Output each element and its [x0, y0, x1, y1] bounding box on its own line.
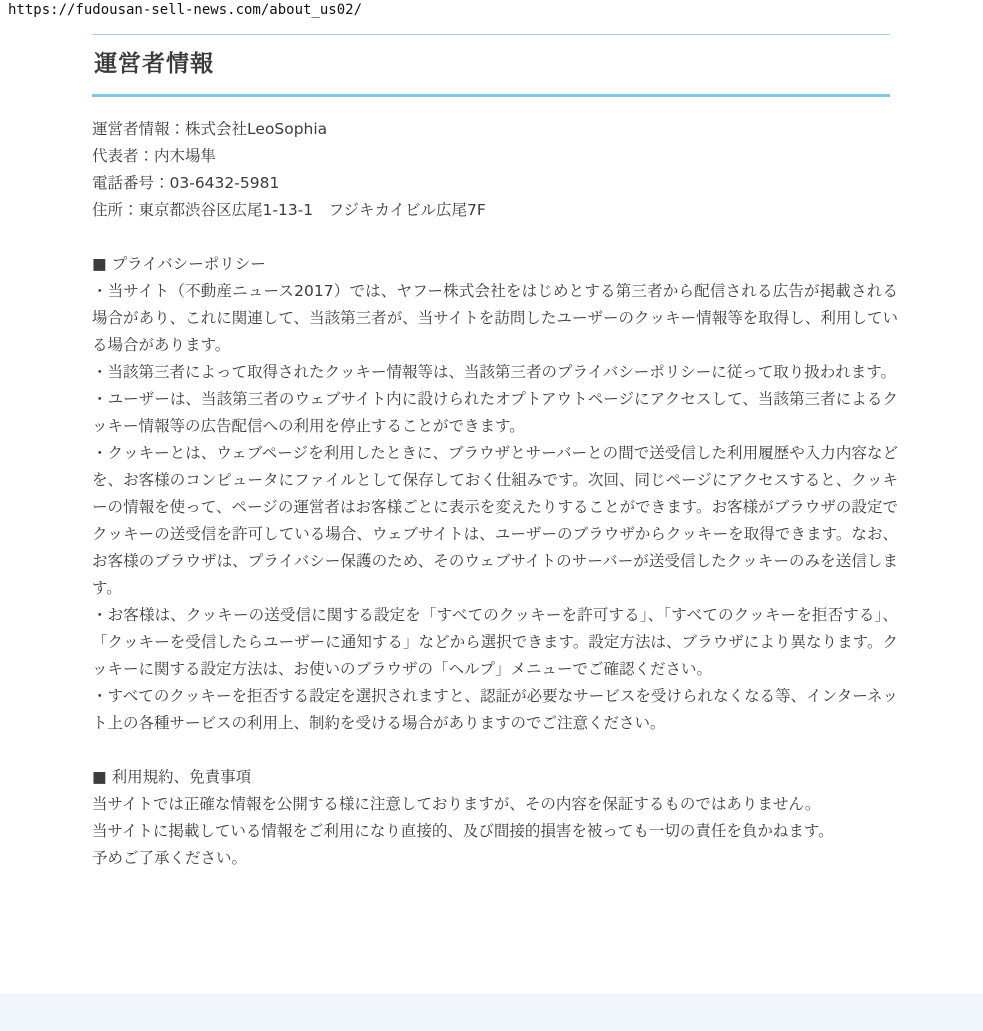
operator-info-line: 運営者情報：株式会社LeoSophia: [92, 119, 328, 138]
body-text: [92, 116, 898, 872]
main-content: [92, 34, 898, 872]
terms-line: 当サイトでは正確な情報を公開する様に注意しておりますが、その内容を保証するものではありません。: [92, 794, 821, 813]
operator-info-line: 代表者：内木場隼: [92, 146, 217, 165]
privacy-policy-item: ・当該第三者によって取得されたクッキー情報等は、当該第三者のプライバシーポリシーに従って取り扱われます。: [92, 362, 896, 381]
terms-line: 予めご了承ください。: [92, 848, 248, 867]
privacy-policy-item: ・ユーザーは、当該第三者のウェブサイト内に設けられたオプトアウトページにアクセスして、当該第三者によるクッキー情報等の広告配信への利用を停止することができます。: [92, 389, 898, 435]
privacy-policy-item: ・クッキーとは、ウェブページを利用したときに、ブラウザとサーバーとの間で送受信した利用履歴や入力内容などを、お客様のコンピュータにファイルとして保存しておく仕組みです。次回、同じページにアクセスすると、クッキーの情報を使って、ページの運営者はお客様ごとに表示を変えたりすることができます。お客様がブラウザの設定でクッキーの送受信を許可している場合、ウェブサイトは、ユーザーのブラウザからクッキーを取得できます。なお、お客様のブラウザは、プライバシー保護のため、そのウェブサイトのサーバーが送受信したクッキーのみを送信します。: [92, 443, 898, 597]
privacy-policy-item: ・当サイト（不動産ニュース2017）では、ヤフー株式会社をはじめとする第三者から配信される広告が掲載される場合があり、これに関連して、当該第三者が、当サイトを訪問したユーザーのクッキー情報等を取得し、利用している場合があります。: [92, 281, 898, 354]
footer-band: [0, 994, 983, 1031]
terms-section: [92, 764, 898, 872]
privacy-policy-heading: ■ プライバシーポリシー: [92, 254, 266, 273]
operator-info-line: 住所：東京都渋谷区広尾1-13-1 フジキカイビル広尾7F: [92, 200, 486, 219]
page-title: 運営者情報: [94, 51, 214, 77]
terms-line: 当サイトに掲載している情報をご利用になり直接的、及び間接的損害を被っても一切の責任を負かねます。: [92, 821, 834, 840]
privacy-policy-section: [92, 251, 898, 737]
page-title-block: [92, 34, 890, 97]
privacy-policy-item: ・すべてのクッキーを拒否する設定を選択されますと、認証が必要なサービスを受けられなくなる等、インターネット上の各種サービスの利用上、制約を受ける場合がありますのでご注意ください。: [92, 686, 898, 732]
privacy-policy-item: ・お客様は、クッキーの送受信に関する設定を「すべてのクッキーを許可する」、「すべてのクッキーを拒否する」、「クッキーを受信したらユーザーに通知する」などから選択できます。設定方法は、ブラウザにより異なります。クッキーに関する設定方法は、お使いのブラウザの「ヘルプ」メニューでご確認ください。: [92, 605, 898, 678]
page-url-text: https://fudousan-sell-news.com/about_us02/: [8, 2, 363, 18]
terms-heading: ■ 利用規約、免責事項: [92, 767, 252, 786]
operator-info-line: 電話番号：03-6432-5981: [92, 173, 280, 192]
operator-info-section: [92, 116, 898, 224]
